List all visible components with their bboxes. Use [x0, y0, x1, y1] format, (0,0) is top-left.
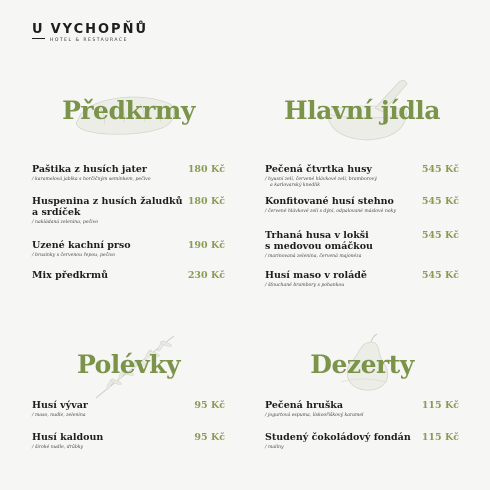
menu-item	[32, 400, 225, 419]
section-polevky	[32, 330, 225, 460]
item-desc-line2: a karlovarský knedlík	[270, 183, 321, 188]
brand-logo	[32, 22, 148, 43]
menu-item	[265, 164, 459, 189]
menu-item	[32, 270, 225, 281]
item-name-line2: s medovou omáčkou	[265, 241, 373, 252]
item-price: 180 Kč	[187, 196, 225, 207]
section-title-polevky: Polévky	[76, 350, 181, 379]
item-price: 545 Kč	[421, 164, 459, 175]
menu-item	[265, 196, 459, 215]
item-name: Uzené kachní prso	[32, 240, 131, 251]
section-title-hlavni: Hlavní jídla	[284, 96, 440, 125]
item-name: Paštika z husích jater	[32, 164, 147, 175]
item-price: 230 Kč	[187, 270, 225, 281]
item-name: Studený čokoládový fondán	[265, 432, 411, 443]
item-desc: / široké nudle, drůbky	[32, 445, 84, 450]
item-desc: / nakládaná zelenina, pečivo	[32, 220, 98, 225]
menu-item	[265, 230, 459, 260]
item-name: Husí kaldoun	[32, 432, 104, 443]
section-predkrmy	[32, 88, 225, 298]
item-name: Trhaná husa v lokši	[265, 230, 369, 241]
section-hlavni	[265, 78, 459, 298]
section-title-dezerty: Dezerty	[310, 350, 414, 379]
item-desc: / maliny	[265, 445, 284, 450]
item-price: 545 Kč	[421, 270, 459, 281]
menu-item	[32, 240, 225, 259]
item-desc: / červené hlávkové zelí s dýní, odpalované máslové noky	[265, 209, 396, 214]
item-name: Konfitované husí stehno	[265, 196, 394, 207]
item-price: 190 Kč	[187, 240, 225, 251]
menu-item	[32, 196, 225, 226]
item-desc: / karamelová jablka s horčičným semínkem, pečivo	[32, 177, 151, 182]
item-price: 115 Kč	[421, 400, 459, 411]
item-desc: / hyusní zelí, červené hlávkové zelí, bramborový	[265, 177, 377, 182]
section-dezerty	[265, 330, 459, 460]
item-desc: / maso, nudle, zelenina	[32, 413, 86, 418]
item-desc: / marinovaná zelenina, červená majonéza	[265, 254, 362, 259]
item-name: Husí maso v roládě	[265, 270, 367, 281]
menu-item	[265, 270, 459, 289]
brand-tagline: HOTEL & RESTAURACE	[50, 38, 128, 43]
item-price: 545 Kč	[421, 196, 459, 207]
item-desc: / brusinky s červenou řepou, pečivo	[32, 253, 116, 258]
item-name: Pečená čtvrtka husy	[265, 164, 372, 175]
brand-name	[32, 22, 148, 37]
item-price: 545 Kč	[421, 230, 459, 241]
item-name: Mix předkrmů	[32, 270, 108, 281]
section-title-predkrmy: Předkrmy	[62, 96, 195, 125]
item-name: Huspenina z husích žaludků	[32, 196, 183, 207]
item-name: Husí vývar	[32, 400, 88, 411]
item-price: 95 Kč	[194, 400, 225, 411]
menu-item	[265, 432, 459, 451]
item-name: Pečená hruška	[265, 400, 344, 411]
item-name-line2: a srdíček	[32, 207, 81, 218]
item-desc: / jogurtová espuma, lískooříškový karamel	[265, 413, 364, 418]
item-price: 180 Kč	[187, 164, 225, 175]
item-price: 95 Kč	[194, 432, 225, 443]
item-price: 115 Kč	[421, 432, 459, 443]
item-desc: / šťouchané brambory s pohankou	[265, 283, 345, 288]
brand-title: VYCHOPŇŮ	[50, 22, 149, 37]
menu-item	[32, 164, 225, 183]
brand-mark: U	[32, 22, 45, 37]
menu-item	[32, 432, 225, 451]
menu-item	[265, 400, 459, 419]
